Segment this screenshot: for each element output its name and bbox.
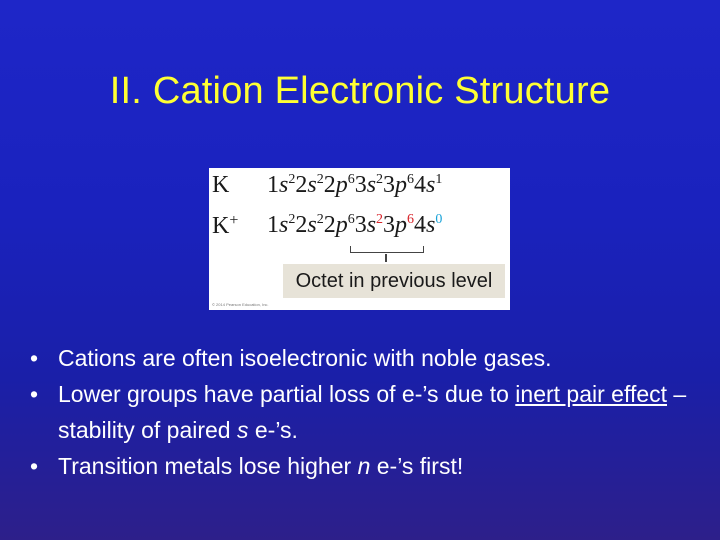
bullet-item — [30, 448, 700, 484]
bullet-list — [30, 340, 700, 484]
bullet-item — [30, 340, 700, 376]
copyright-note: © 2014 Pearson Education, Inc. — [212, 302, 269, 307]
element-symbol: K+ — [212, 212, 239, 239]
electron-configuration: $1s^22s^22p^63s^23p^64s^1$ — [267, 172, 443, 198]
bullet-text: Cations are often isoelectronic with noble gases. — [58, 345, 552, 371]
octet-bracket — [350, 246, 424, 253]
bracket-pointer — [385, 254, 387, 262]
slide-title: II. Cation Electronic Structure — [109, 70, 611, 112]
octet-caption: Octet in previous level — [283, 264, 505, 298]
electron-configuration: $1s^22s^22p^63s^23p^64s^0$ — [267, 212, 443, 238]
inert-pair-effect-link[interactable]: inert pair effect — [515, 381, 668, 407]
element-symbol: K — [212, 172, 230, 198]
bullet-item — [30, 376, 700, 448]
bullet-marker: • — [30, 453, 39, 479]
electron-config-figure — [209, 168, 510, 310]
bullet-text: Lower groups have partial loss of e-’s due to inert pair effect – stability of paired s e-’s. — [58, 381, 687, 443]
bullet-marker: • — [30, 381, 39, 407]
bullet-marker: • — [30, 345, 39, 371]
bullet-text: Transition metals lose higher n e-’s first! — [58, 453, 464, 479]
